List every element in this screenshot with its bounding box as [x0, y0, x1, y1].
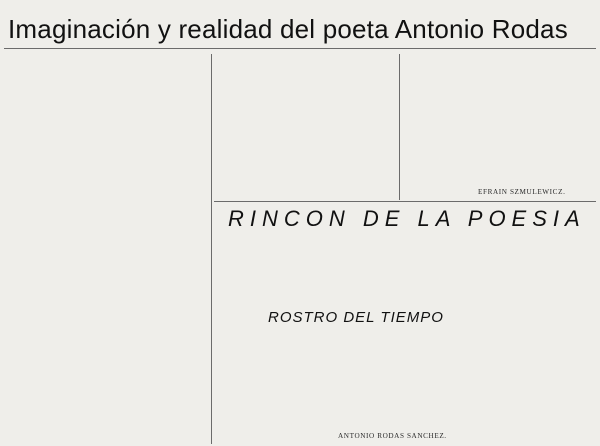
section-rule [214, 201, 596, 202]
poem-title: ROSTRO DEL TIEMPO [268, 309, 444, 326]
rincon-intro-left [216, 234, 402, 304]
article-column-2 [216, 54, 396, 200]
headline-rule [4, 48, 596, 49]
article-column-1 [4, 54, 208, 444]
column-divider-2 [399, 54, 400, 200]
poem-body [220, 330, 450, 432]
column-divider-1 [211, 54, 212, 444]
poem-author: ANTONIO RODAS SANCHEZ. [338, 432, 447, 440]
article-signature: EFRAIN SZMULEWICZ. [478, 188, 566, 196]
rincon-title: RINCON DE LA POESIA [228, 206, 586, 231]
article-headline: Imaginación y realidad del poeta Antonio Rodas [8, 14, 568, 44]
article-column-3 [404, 54, 596, 186]
rincon-intro-right [408, 234, 596, 304]
